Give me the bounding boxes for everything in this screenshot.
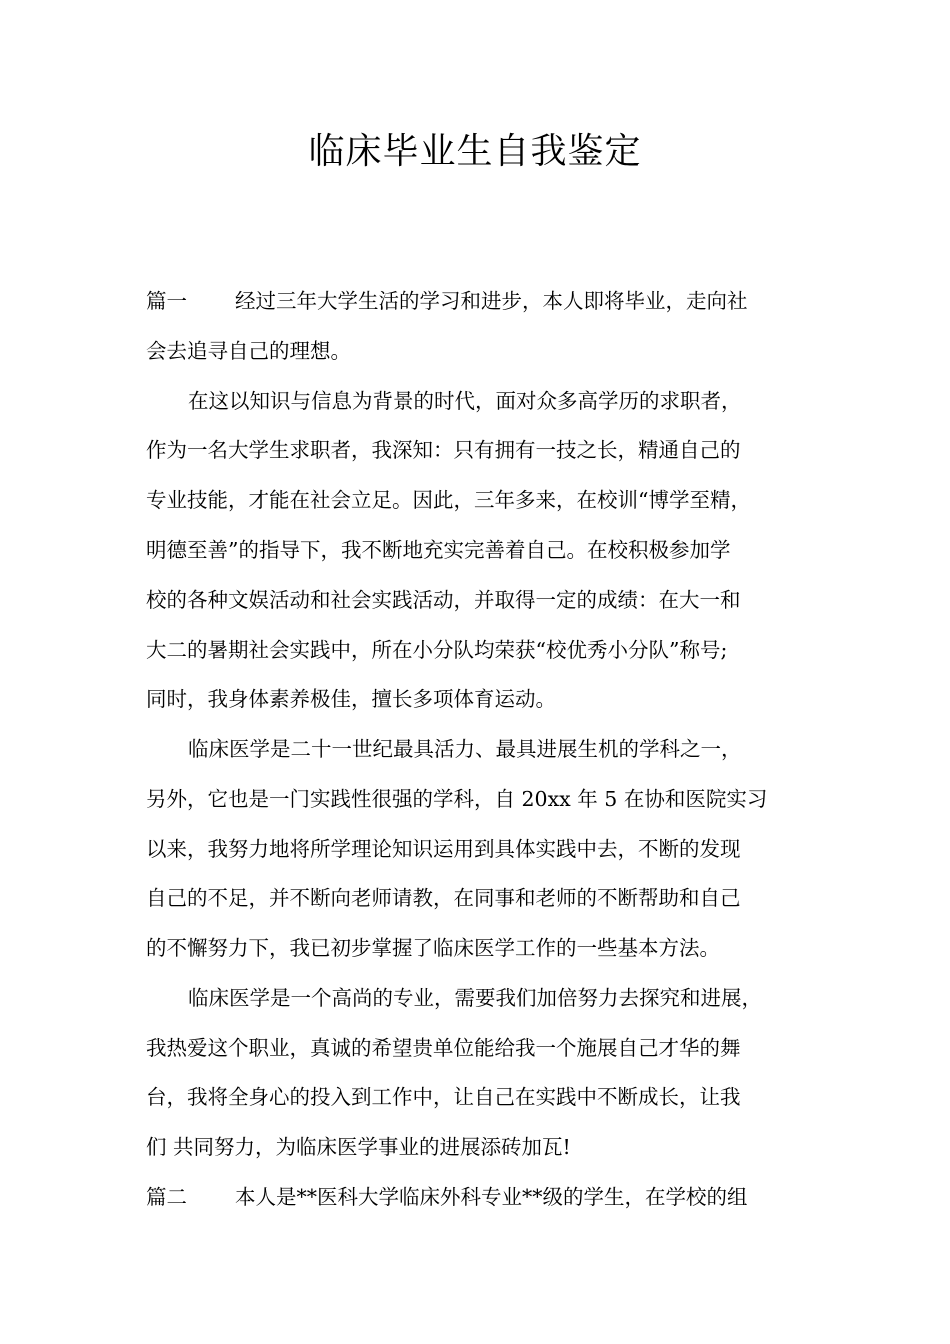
paragraph-line: 会去追寻自己的理想。 xyxy=(146,339,351,363)
paragraph-line: 我热爱这个职业，真诚的希望贵单位能给我一个施展自己才华的舞 xyxy=(146,1036,741,1060)
paragraph-line: 明德至善”的指导下，我不断地充实完善着自己。在校积极参加学 xyxy=(146,538,731,562)
paragraph-line: 专业技能，才能在社会立足。因此，三年多来，在校训“博学至精， xyxy=(146,488,751,512)
section-1-line xyxy=(146,287,748,315)
paragraph-line: 以来，我努力地将所学理论知识运用到具体实践中去，不断的发现 xyxy=(146,837,741,861)
paragraph-line: 台，我将全身心的投入到工作中，让自己在实践中不断成长，让我 xyxy=(146,1085,741,1109)
paragraph-line: 们 共同努力，为临床医学事业的进展添砖加瓦! xyxy=(146,1135,571,1159)
paragraph-first-line: 临床医学是二十一世纪最具活力、最具进展生机的学科之一， xyxy=(188,737,742,761)
paragraph-line: 校的各种文娱活动和社会实践活动，并取得一定的成绩：在大一和 xyxy=(146,588,741,612)
section-2-line xyxy=(146,1183,748,1211)
paragraph-line: 另外，它也是一门实践性很强的学科，自 20xx 年 5 在协和医院实习 xyxy=(146,787,768,811)
paragraph-line: 同时，我身体素养极佳，擅长多项体育运动。 xyxy=(146,687,556,711)
paragraph-line: 本人是**医科大学临床外科专业**级的学生，在学校的组 xyxy=(235,1185,748,1209)
paragraph-line: 经过三年大学生活的学习和进步，本人即将毕业，走向社 xyxy=(235,289,748,313)
paragraph-line: 自己的不足，并不断向老师请教，在同事和老师的不断帮助和自己 xyxy=(146,886,741,910)
section-2-label: 篇二 xyxy=(146,1185,187,1209)
paragraph-line: 作为一名大学生求职者，我深知：只有拥有一技之长，精通自己的 xyxy=(146,438,741,462)
paragraph-first-line: 在这以知识与信息为背景的时代，面对众多高学历的求职者， xyxy=(188,389,742,413)
paragraph-line: 的不懈努力下，我已初步掌握了临床医学工作的一些基本方法。 xyxy=(146,936,720,960)
document-title: 临床毕业生自我鉴定 xyxy=(308,131,642,172)
section-1-label: 篇一 xyxy=(146,289,187,313)
paragraph-line: 大二的暑期社会实践中，所在小分队均荣获“校优秀小分队”称号; xyxy=(146,638,728,662)
paragraph-first-line: 临床医学是一个高尚的专业，需要我们加倍努力去探究和进展， xyxy=(188,986,762,1010)
